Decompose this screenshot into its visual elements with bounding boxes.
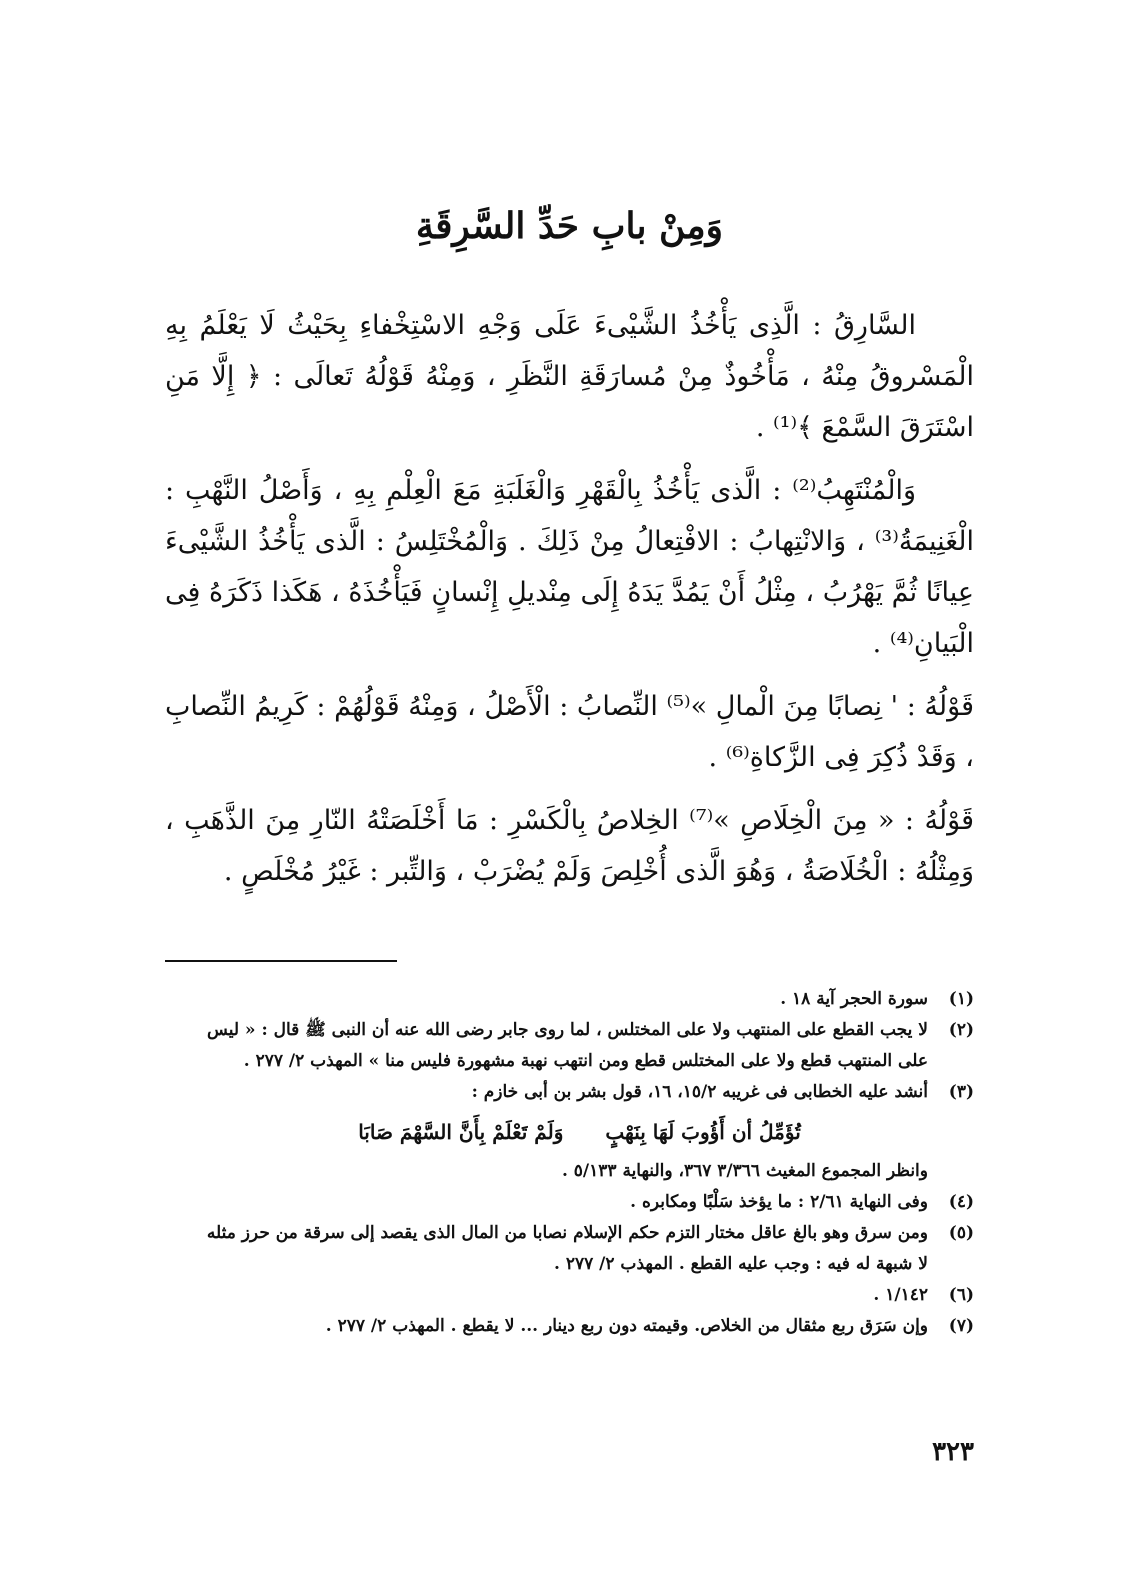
footnote-separator [165, 960, 397, 962]
footnote-3 [165, 1077, 974, 1108]
footnote-2 [165, 1015, 974, 1077]
poem-verse [165, 1110, 974, 1154]
footnote-number: (٦) [948, 1285, 974, 1305]
footnote-text: لا يجب القطع على المنتهب ولا على المختلس ، لما روى جابر رضى الله عنه أن النبى ﷺ قال : « ليس [207, 1020, 928, 1040]
footnote-number: (٥) [948, 1223, 974, 1243]
footnote-3-continuation: وانظر المجموع المغيث ٣/٣٦٦ ٣٦٧، والنهاية ٥/١٣٣ . [561, 1161, 928, 1181]
footnote-number: (٧) [948, 1316, 974, 1336]
paragraph-nisab: قَوْلُهُ : ' نِصابًا مِنَ الْمالِ »⁽⁵⁾ النِّصابُ : الْأَصْلُ ، وَمِنْهُ قَوْلُهُمْ : كَرِيمُ النِّصابِ ، وَقَدْ ذُكِرَ فِى الزَّكاةِ⁽⁶⁾ . [165, 691, 974, 773]
footnote-text: وفى النهاية ٢/٦١ : ما يؤخذ سَلْبًا ومكابره . [630, 1192, 928, 1212]
footnote-6 [165, 1280, 974, 1311]
footnote-text: على المنتهب قطع ولا على المختلس قطع ومن انتهب نهبة مشهورة فليس منا » المهذب ٢/ ٢٧٧ . [243, 1051, 928, 1071]
footnote-text: ١/١٤٢ . [873, 1285, 928, 1305]
footnote-7 [165, 1311, 974, 1342]
footnote-text: ومن سرق وهو بالغ عاقل مختار التزم حكم الإسلام نصابا من المال الذى يقصد إلى سرقة من حرز مثله [206, 1223, 928, 1243]
page-number: ٣٢٣ [932, 1437, 974, 1467]
footnote-number: (٣) [948, 1082, 974, 1102]
footnote-text: سورة الحجر آية ١٨ . [780, 989, 928, 1009]
poem-first-hemistich: تُؤَمِّلُ أن أَؤُوبَ لَهَا بِنَهْبٍ [605, 1120, 801, 1144]
footnote-1 [165, 984, 974, 1015]
footnote-number: (٢) [948, 1020, 974, 1040]
footnote-number: (١) [948, 989, 974, 1009]
paragraph-sariq: السَّارِقُ : الَّذِى يَأْخُذُ الشَّيْىءَ عَلَى وَجْهِ الاسْتِخْفاءِ بِحَيْثُ لَا يَعْلَمُ بِهِ الْمَسْروقُ مِنْهُ ، مَأْخُوذٌ مِنْ مُسارَقَةِ النَّظَرِ ، وَمِنْهُ قَوْلُهُ تَعالَى : ﴿ إِلَّا مَنِ اسْتَرَقَ السَّمْعَ ﴾⁽¹⁾ . [165, 310, 974, 443]
footnote-4 [165, 1187, 974, 1218]
chapter-title: وَمِنْ بابِ حَدِّ السَّرِقَةِ [415, 205, 724, 247]
footnote-text: أنشد عليه الخطابى فى غريبه ١٥/٢، ١٦، قول بشر بن أبى خازم : [471, 1082, 928, 1102]
paragraph-muntahib: وَالْمُنْتَهِبُ⁽²⁾ : الَّذى يَأْخُذُ بِالْقَهْرِ وَالْغَلَبَةِ مَعَ الْعِلْمِ بِهِ ، وَأَصْلُ النَّهْبِ : الْغَنِيمَةُ⁽³⁾ ، وَالانْتِهابُ : الافْتِعالُ مِنْ ذَلِكَ . وَالْمُخْتَلِسُ : الَّذى يَأْخُذُ الشَّيْىءَ عِيانًا ثُمَّ يَهْرُبُ ، مِثْلُ أَنْ يَمُدَّ يَدَهُ إِلَى مِنْديلِ إِنْسانٍ فَيَأْخُذَهُ ، هَكَذا ذَكَرَهُ فِى الْبَيانِ⁽⁴⁾ . [165, 475, 974, 659]
poem-second-hemistich: وَلَمْ تَعْلَمْ بِأَنَّ السَّهْمَ صَابَا [358, 1120, 564, 1144]
footnote-text: وإن سَرَق ربع مثقال من الخلاص. وقيمته دون ربع دينار ... لا يقطع . المهذب ٢/ ٢٧٧ . [325, 1316, 928, 1336]
footnote-text: لا شبهة له فيه : وجب عليه القطع . المهذب ٢/ ٢٧٧ . [553, 1254, 928, 1274]
footnote-5 [165, 1218, 974, 1280]
footnotes [165, 984, 974, 1342]
footnote-number: (٤) [948, 1192, 974, 1212]
book-page [165, 0, 974, 1577]
main-text [165, 300, 974, 909]
paragraph-khilas: قَوْلُهُ : « مِنَ الْخِلَاصِ »⁽⁷⁾ الخِلاصُ بِالْكَسْرِ : مَا أَخْلَصَتْهُ النّارِ مِنَ الذَّهَبِ ، وَمِثْلُهُ : الْخُلَاصَةُ ، وَهُوَ الَّذى أُخْلِصَ وَلَمْ يُضْرَبْ ، وَالتِّبر : غَيْرُ مُخْلَصٍ . [165, 805, 974, 887]
